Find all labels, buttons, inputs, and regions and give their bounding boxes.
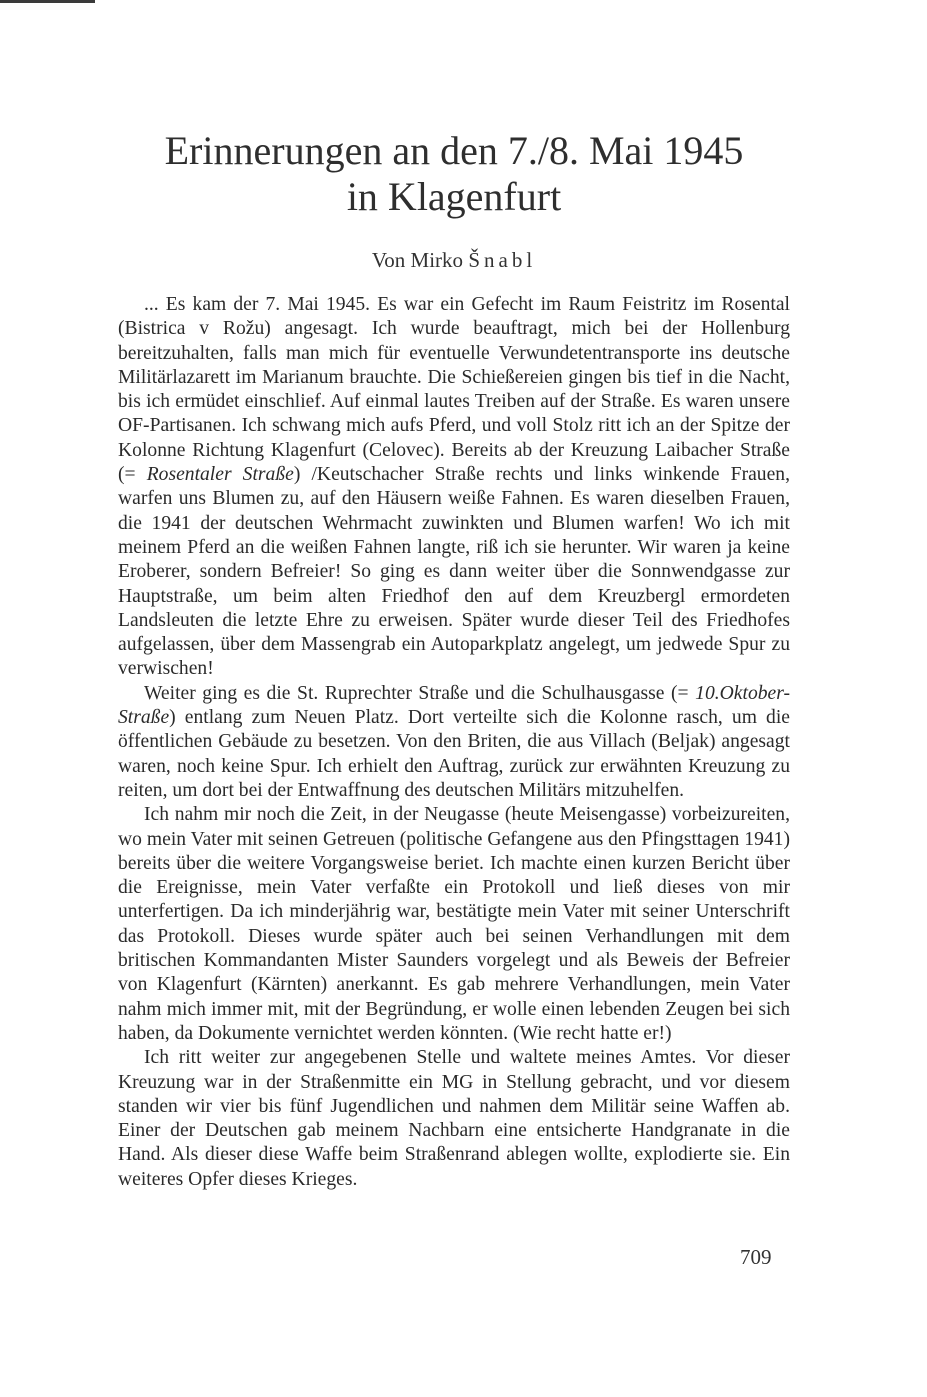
paragraph-4-text-a: Ich ritt weiter zur angegebenen Stelle und waltete meines Amtes. Vor dieser Kreuzung war in der Straßenmitte ein MG in Stellung gebracht, und vor diesem standen wir vier bis fünf Jugendlichen und nahmen dem Militär seine Waffen ab. Einer der Deutschen gab meinem Nachbarn eine entsicherte Handgranate in die Hand. Als dieser diese Waffe beim Straßenrand ablegen wollte, explodierte sie. Ein weiteres Opfer dieses Krieges.	[118, 1047, 790, 1190]
title-line-1: Erinnerungen an den 7./8. Mai 1945	[164, 128, 744, 173]
author-byline	[118, 248, 790, 273]
paragraph-1-text-b: ) /Keutschacher Straße rechts und links winkende Frauen, warfen uns Blumen zu, auf den Häusern weiße Fahnen. Es waren dieselben Frauen, die 1941 der deutschen Wehrmacht zuwinkten und Blumen warfen! Wo ich mit meinem Pferd an die weißen Fahnen langte, riß ich sie herunter. Wir waren ja keine Eroberer, sondern Befreier! So ging es dann weiter über die Sonnwendgasse zur Hauptstraße, um beim alten Friedhof den auf dem Kreuzbergl ermordeten Landsleuten die letzte Ehre zu erweisen. Später wurde dieser Teil des Friedhofes aufgelassen, über dem Massengrab ein Autoparkplatz angelegt, um jedwede Spur zu verwischen!	[118, 464, 790, 680]
paragraph-1-italic: Rosentaler Straße	[146, 464, 294, 486]
paragraph-2-text-b: ) entlang zum Neuen Platz. Dort verteilte sich die Kolonne rasch, um die öffentlichen Gebäude zu besetzen. Von den Briten, die aus Villach (Beljak) angesagt waren, noch keine Spur. Ich erhielt den Auftrag, zurück zur erwähnten Kreuzung zu reiten, um dort bei der Entwaffnung des deutschen Militärs mitzuhelfen.	[118, 707, 790, 801]
paragraph-3-text-a: Ich nahm mir noch die Zeit, in der Neugasse (heute Meisengasse) vorbeizureiten, wo mein Vater mit seinen Getreuen (politische Gefangene aus den Pfingsttagen 1941) bereits über die weitere Vorgangsweise beriet. Ich machte einen kurzen Bericht über die Ereignisse, mein Vater verfaßte ein Protokoll und ließ dieses von mir unterfertigen. Da ich minderjährig war, bestätigte mein Vater mit seiner Unterschrift das Protokoll. Dieses wurde später auch bei seinen Verhandlungen mit dem britischen Kommandanten Mister Saunders vorgelegt und als Beweis der Befreier von Klagenfurt (Kärnten) anerkannt. Es gab mehrere Verhandlungen, mein Vater nahm mich immer mit, mit der Begründung, er wolle einen lebenden Zeugen bei sich haben, da Dokumente vernichtet werden könnten. (Wie recht hatte er!)	[118, 804, 790, 1044]
byline-prefix: Von Mirko	[371, 248, 464, 272]
paragraph-1	[118, 293, 790, 682]
paragraph-3	[118, 803, 790, 1046]
paragraph-2-text-a: Weiter ging es die St. Ruprechter Straße und die Schulhausgasse (=	[144, 682, 696, 704]
title-line-2: in Klagenfurt	[346, 174, 562, 219]
article-page	[118, 128, 790, 1192]
paragraph-2	[118, 682, 790, 803]
author-name: Šnabl	[468, 248, 537, 272]
paragraph-4	[118, 1046, 790, 1192]
paragraph-2-italic: 10.Oktober-Straße	[118, 682, 790, 729]
article-title	[118, 128, 790, 220]
article-body	[118, 293, 790, 1192]
paragraph-1-text-a: ... Es kam der 7. Mai 1945. Es war ein Gefecht im Raum Feistritz im Rosental (Bistrica v Rožu) angesagt. Ich wurde beauftragt, mich bei der Hollenburg bereitzuhalten, falls man mich für eventuelle Verwundetentransporte ins deutsche Militärlazarett im Marianum brauchte. Die Schießereien gingen bis tief in die Nacht, bis ich ermüdet einschlief. Auf einmal lautes Treiben auf der Straße. Es waren unsere OF-Partisanen. Ich schwang mich aufs Pferd, und voll Stolz ritt ich an der Spitze der Kolonne Richtung Klagenfurt (Celovec). Bereits ab der Kreuzung Laibacher Straße (=	[118, 294, 790, 486]
top-edge-rule	[0, 0, 95, 3]
page-number: 709	[740, 1245, 772, 1269]
